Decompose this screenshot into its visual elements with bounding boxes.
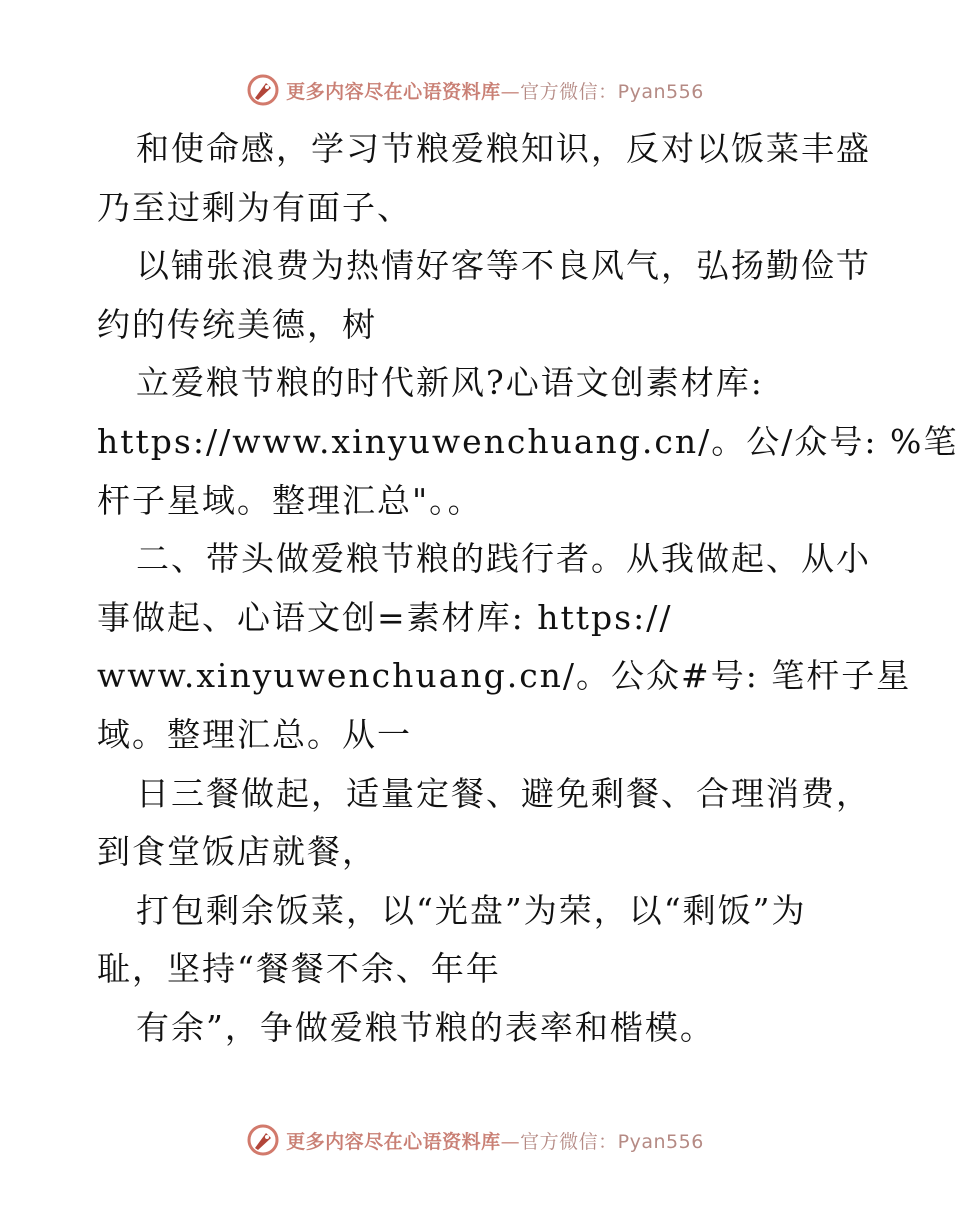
banner-wechat: 官方微信：Pyan556 [520, 80, 704, 103]
pen-nib-logo-icon [246, 1123, 280, 1157]
body-line: 约的传统美德，树 [97, 304, 377, 344]
body-line: 耻，坚持“餐餐不余、年年 [97, 949, 501, 989]
body-line: 二、带头做爱粮节粮的践行者。从我做起、从小 [136, 539, 871, 579]
body-line: 杆子星域。整理汇总"。。 [97, 480, 483, 520]
banner-text [286, 1127, 704, 1154]
pen-nib-logo-icon [246, 73, 280, 107]
body-line: www.xinyuwenchuang.cn/。公众#号: 笔杆子星 [97, 656, 912, 696]
body-line: 打包剩余饭菜，以“光盘”为荣，以“剩饭”为 [136, 890, 807, 930]
body-line: 和使命感，学习节粮爱粮知识，反对以饭菜丰盛 [136, 129, 871, 168]
banner-separator: — [500, 80, 521, 103]
banner-brand: 更多内容尽在心语资料库 [286, 80, 501, 103]
body-line: 域。整理汇总。从一 [97, 714, 412, 754]
banner-separator: — [500, 1130, 521, 1153]
document-body [97, 120, 958, 1058]
footer-banner [0, 1120, 950, 1160]
body-line: https://www.xinyuwenchuang.cn/。公/众号: %笔 [97, 421, 958, 461]
body-line: 有余”，争做爱粮节粮的表率和楷模。 [136, 1007, 715, 1047]
body-line: 立爱粮节粮的时代新风?心语文创素材库: [136, 363, 764, 403]
banner-brand: 更多内容尽在心语资料库 [286, 1130, 501, 1153]
body-line: 以铺张浪费为热情好客等不良风气，弘扬勤俭节 [136, 246, 871, 286]
header-banner [0, 70, 950, 110]
body-line: 乃至过剩为有面子、 [97, 187, 412, 227]
body-line: 事做起、心语文创=素材库: https:// [97, 597, 673, 637]
banner-text [286, 77, 704, 104]
body-line: 到食堂饭店就餐， [97, 832, 377, 872]
body-line: 日三餐做起，适量定餐、避免剩餐、合理消费， [136, 773, 871, 813]
banner-wechat: 官方微信：Pyan556 [520, 1130, 704, 1153]
